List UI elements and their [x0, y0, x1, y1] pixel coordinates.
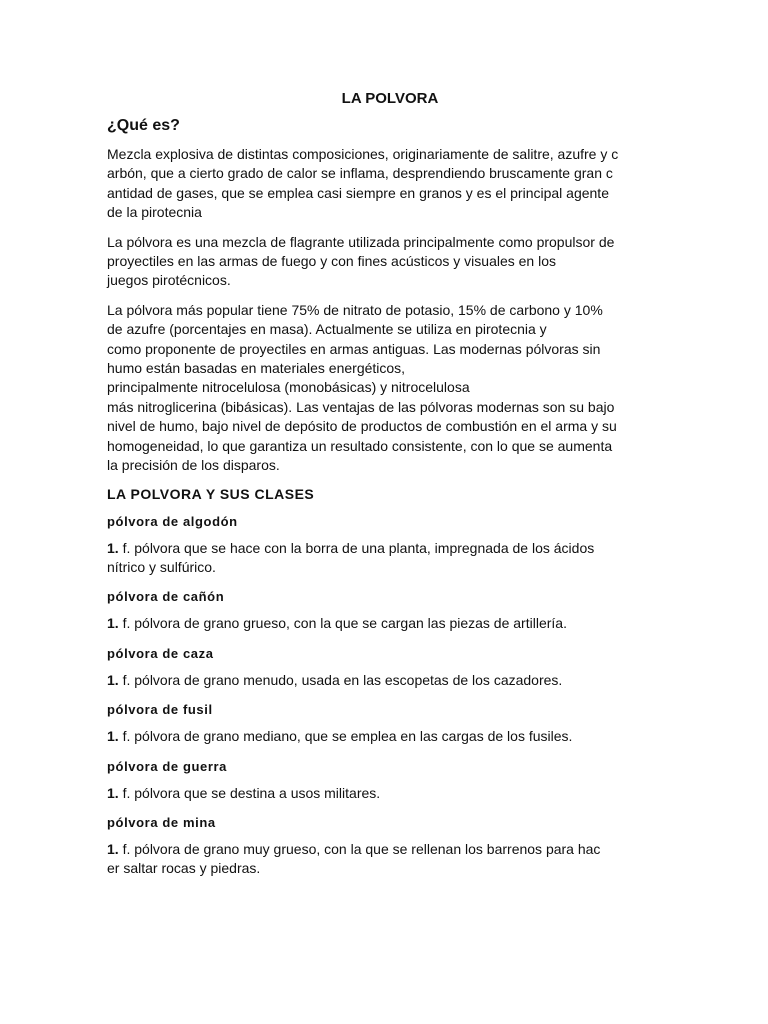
section-title-clases: LA POLVORA Y SUS CLASES — [107, 485, 315, 502]
entry-term: pólvora de cañón — [107, 589, 225, 605]
entry-definition — [107, 727, 663, 746]
paragraph-composition: La pólvora más popular tiene 75% de nitrato de potasio, 15% de carbono y 10% de azufre (porcentajes en masa). Actualmente se utiliza en pirotecnia y como proponente de proyectiles en armas antiguas. Las modernas pólvoras sin humo están basadas en materiales energéticos, principalmente nitrocelulosa (monobásicas) y nitrocelulosa más nitroglicerina (bibásicas). Las ventajas de las pólvoras modernas son su bajo nivel de humo, bajo nivel de depósito de productos de combustión en el arma y su homogeneidad, lo que garantiza un resultado consistente, con lo que se aumenta la precisión de los disparos. — [107, 301, 617, 474]
entry-term: pólvora de fusil — [107, 702, 213, 718]
entry-polvora-caza — [107, 646, 663, 690]
entry-term: pólvora de algodón — [107, 513, 238, 529]
entry-term: pólvora de caza — [107, 645, 214, 661]
entry-polvora-mina — [107, 815, 663, 879]
entry-number: 1. — [107, 539, 119, 556]
entry-definition — [107, 614, 663, 633]
entry-number: 1. — [107, 784, 119, 801]
document-page — [107, 90, 663, 891]
entry-polvora-fusil — [107, 702, 663, 746]
paragraph-definition: Mezcla explosiva de distintas composiciones, originariamente de salitre, azufre y c arbón, que a cierto grado de calor se inflama, desprendiendo bruscamente gran c antidad de gases, que se emplea casi siempre en granos y es el principal agente de la pirotecnia — [107, 146, 619, 221]
paragraph-usage: La pólvora es una mezcla de flagrante utilizada principalmente como propulsor de proyectiles en las armas de fuego y con fines acústicos y visuales en los juegos pirotécnicos. — [107, 233, 615, 289]
section-heading-que-es: ¿Qué es? — [107, 117, 180, 134]
entry-polvora-canon — [107, 589, 663, 633]
entry-polvora-algodon — [107, 514, 663, 578]
entry-definition-text: f. pólvora de grano muy grueso, con la que se rellenan los barrenos para hac er saltar rocas y piedras. — [107, 840, 601, 877]
entry-definition — [107, 784, 663, 803]
entry-number: 1. — [107, 615, 119, 632]
entry-definition-text: f. pólvora que se destina a usos militares. — [122, 784, 381, 801]
entry-polvora-guerra — [107, 759, 663, 803]
entry-definition — [107, 840, 663, 879]
entry-definition-text: f. pólvora de grano menudo, usada en las escopetas de los cazadores. — [122, 671, 563, 688]
entry-term: pólvora de mina — [107, 814, 216, 830]
document-title: LA POLVORA — [341, 90, 439, 107]
entry-definition — [107, 539, 663, 578]
entry-definition-text: f. pólvora que se hace con la borra de una planta, impregnada de los ácidos nítrico y sulfúrico. — [107, 539, 595, 575]
entry-definition — [107, 671, 663, 690]
entry-term: pólvora de guerra — [107, 758, 228, 774]
entry-number: 1. — [107, 671, 119, 688]
entry-definition-text: f. pólvora de grano grueso, con la que se cargan las piezas de artillería. — [122, 615, 567, 632]
entry-number: 1. — [107, 840, 119, 857]
entry-number: 1. — [107, 728, 119, 745]
entry-definition-text: f. pólvora de grano mediano, que se emplea en las cargas de los fusiles. — [122, 728, 573, 745]
